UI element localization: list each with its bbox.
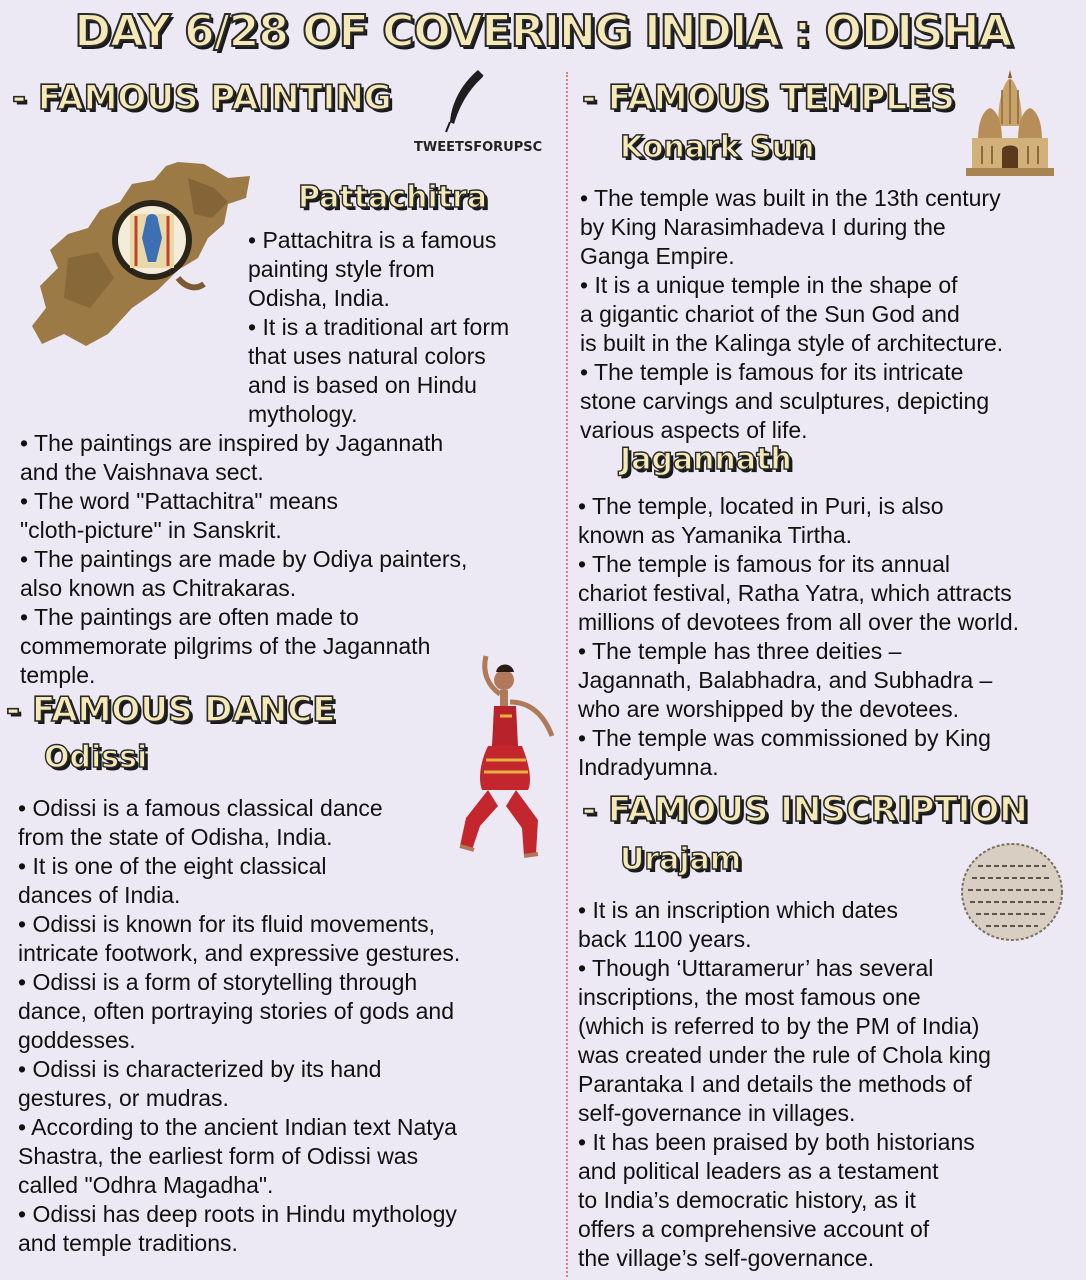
text-line: intricate footwork, and expressive gestures. <box>18 940 461 966</box>
text-line: • It has been praised by both historians <box>578 1129 975 1155</box>
painting-heading: - FAMOUS PAINTING <box>12 78 392 118</box>
text-line: who are worshipped by the devotees. <box>578 696 960 722</box>
text-line: millions of devotees from all over the world. <box>578 609 1020 635</box>
text-line: back 1100 years. <box>578 926 752 952</box>
text-line: chariot festival, Ratha Yatra, which attracts <box>578 580 1012 606</box>
text-line: the village’s self-governance. <box>578 1245 875 1271</box>
dance-heading: - FAMOUS DANCE <box>6 690 336 730</box>
text-line: Shastra, the earliest form of Odissi was <box>18 1143 419 1169</box>
text-line: and political leaders as a testament <box>578 1158 939 1184</box>
text-line: Odisha, India. <box>248 285 390 311</box>
pattachitra-title: Pattachitra <box>298 180 488 215</box>
odissi-points <box>18 794 558 1258</box>
text-line: • Odissi is a form of storytelling through <box>18 969 418 995</box>
text-line: and temple traditions. <box>18 1230 238 1256</box>
text-line: stone carvings and sculptures, depicting <box>580 388 990 414</box>
konark-points <box>580 184 1086 445</box>
text-line: and is based on Hindu <box>248 372 477 398</box>
text-line: from the state of Odisha, India. <box>18 824 333 850</box>
text-line: dance, often portraying stories of gods and <box>18 998 455 1024</box>
text-line: "cloth-picture" in Sanskrit. <box>20 517 282 543</box>
odissi-title: Odissi <box>44 740 148 775</box>
text-line: to India’s democratic history, as it <box>578 1187 916 1213</box>
text-line: by King Narasimhadeva I during the <box>580 214 946 240</box>
text-line: dances of India. <box>18 882 181 908</box>
text-line: goddesses. <box>18 1027 136 1053</box>
text-line: various aspects of life. <box>580 417 808 443</box>
text-line: • Odissi is characterized by its hand <box>18 1056 382 1082</box>
inscription-points <box>578 896 1086 1273</box>
temple-illustration <box>962 68 1058 180</box>
text-line: • It is a unique temple in the shape of <box>580 272 958 298</box>
quill-icon <box>438 66 498 136</box>
text-line: • The temple was built in the 13th century <box>580 185 1001 211</box>
inscription-heading: - FAMOUS INSCRIPTION <box>582 790 1028 830</box>
credit-label: TWEETSFORUPSC <box>414 140 543 155</box>
text-line: • Odissi is known for its fluid movements, <box>18 911 436 937</box>
text-line: • Though ‘Uttaramerur’ has several <box>578 955 934 981</box>
text-line: • The temple has three deities – <box>578 638 902 664</box>
text-line: Parantaka I and details the methods of <box>578 1071 972 1097</box>
urajam-title: Urajam <box>620 842 742 877</box>
text-line: called "Odhra Magadha". <box>18 1172 274 1198</box>
pattachitra-intro <box>248 226 568 429</box>
text-line: • It is one of the eight classical <box>18 853 327 879</box>
text-line: that uses natural colors <box>248 343 486 369</box>
text-line: temple. <box>20 662 96 688</box>
text-line: • The temple was commissioned by King <box>578 725 991 751</box>
text-line: is built in the Kalinga style of architecture. <box>580 330 1004 356</box>
text-line: Jagannath, Balabhadra, and Subhadra – <box>578 667 993 693</box>
text-line: self-governance in villages. <box>578 1100 856 1126</box>
text-line: • Odissi has deep roots in Hindu mythology <box>18 1201 457 1227</box>
text-line: painting style from <box>248 256 435 282</box>
text-line: also known as Chitrakaras. <box>20 575 297 601</box>
text-line: (which is referred to by the PM of India) <box>578 1013 980 1039</box>
text-line: commemorate pilgrims of the Jagannath <box>20 633 431 659</box>
jagannath-title: Jagannath <box>620 442 792 477</box>
text-line: • The temple, located in Puri, is also <box>578 493 944 519</box>
page-title: DAY 6/28 OF COVERING INDIA : ODISHA <box>74 6 1012 57</box>
text-line: Ganga Empire. <box>580 243 735 269</box>
text-line: inscriptions, the most famous one <box>578 984 921 1010</box>
text-line: • It is a traditional art form <box>248 314 510 340</box>
text-line: • The word "Pattachitra" means <box>20 488 338 514</box>
text-line: • Odissi is a famous classical dance <box>18 795 383 821</box>
text-line: was created under the rule of Chola king <box>578 1042 991 1068</box>
text-line: • The paintings are often made to <box>20 604 359 630</box>
text-line: • The paintings are inspired by Jagannath <box>20 430 444 456</box>
text-line: • The temple is famous for its annual <box>578 551 950 577</box>
text-line: • The paintings are made by Odiya painters, <box>20 546 468 572</box>
text-line: • It is an inscription which dates <box>578 897 898 923</box>
text-line: gestures, or mudras. <box>18 1085 229 1111</box>
konark-title: Konark Sun <box>620 130 815 165</box>
text-line: • The temple is famous for its intricate <box>580 359 964 385</box>
jagannath-points <box>578 492 1086 782</box>
temples-heading: - FAMOUS TEMPLES <box>582 78 955 118</box>
text-line: and the Vaishnava sect. <box>20 459 264 485</box>
text-line: a gigantic chariot of the Sun God and <box>580 301 960 327</box>
text-line: • Pattachitra is a famous <box>248 227 497 253</box>
text-line: Indradyumna. <box>578 754 719 780</box>
text-line: offers a comprehensive account of <box>578 1216 930 1242</box>
text-line: mythology. <box>248 401 358 427</box>
odisha-map-illustration <box>28 158 256 350</box>
text-line: known as Yamanika Tirtha. <box>578 522 853 548</box>
text-line: • According to the ancient Indian text Natya <box>18 1114 457 1140</box>
